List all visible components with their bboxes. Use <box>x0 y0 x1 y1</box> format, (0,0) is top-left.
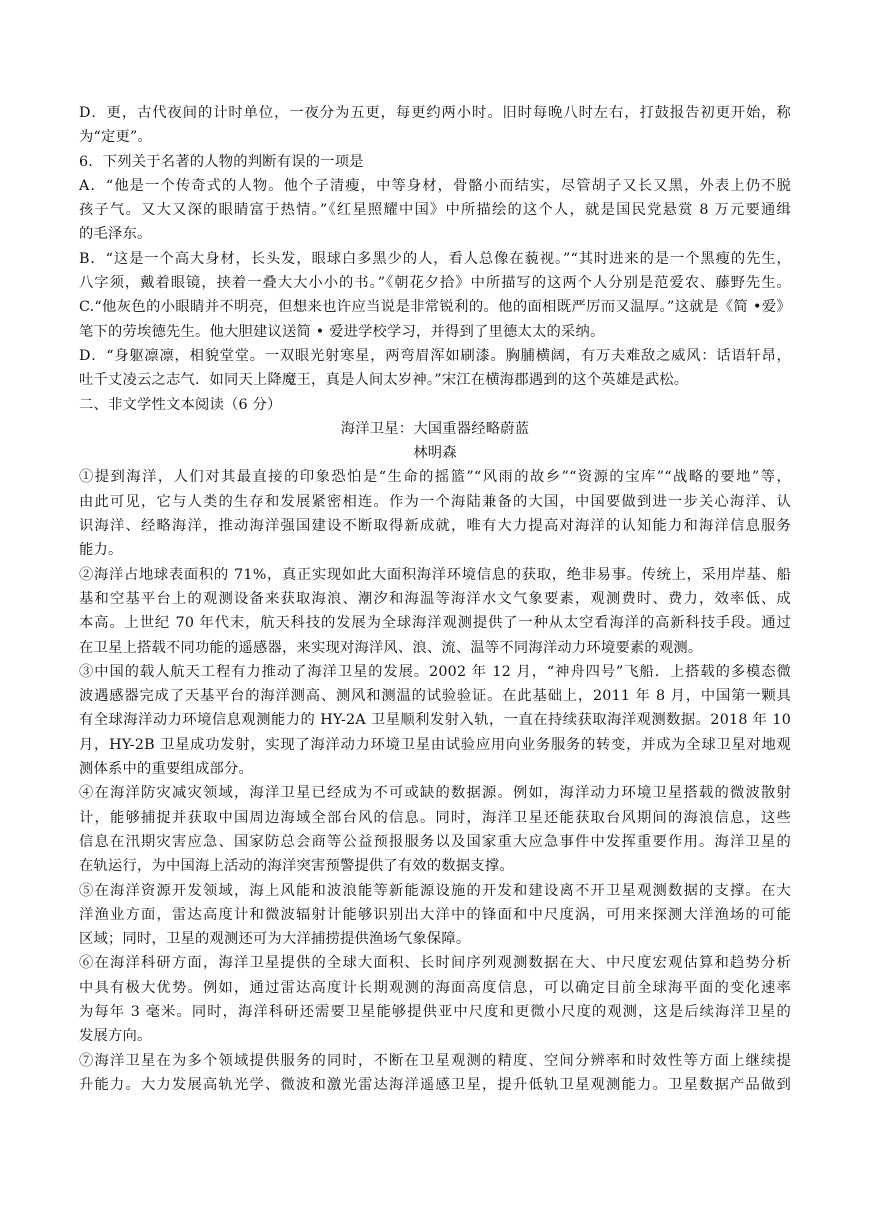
text-line: 笔下的劳埃德先生。他大胆建议送简 • 爱进学校学习，并得到了里德太太的采纳。 <box>79 323 605 340</box>
article-author: 林明森 <box>413 445 457 462</box>
text-line: ④在海洋防灾减灾领域，海洋卫星已经成为不可或缺的数据源。例如，海洋动力环境卫星搭载的微波散射 <box>79 785 791 802</box>
text-line: 本高。上世纪 70 年代末，航天科技的发展为全球海洋观测提供了一种从太空看海洋的高新科技手段。通过 <box>79 615 791 632</box>
text-line: 计，能够捕捉并获取中国周边海域全部台风的信息。同时，海洋卫星还能获取台风期间的海浪信息，这些 <box>79 809 791 826</box>
text-line: A．“他是一个传奇式的人物。他个子清瘦，中等身材，骨骼小而结实，尽管胡子又长又黑，外表上仍不脱 <box>79 177 791 194</box>
text-line: 为“定更”。 <box>79 129 153 146</box>
text-line: 波遇感器完成了天基平台的海洋测高、测风和测温的试验验证。在此基础上，2011 年 8 月，中国第一颗具 <box>79 688 791 705</box>
text-line: C.“他灰色的小眼睛并不明亮，但想来也许应当说是非常锐利的。他的面相既严厉而又温厚。”这就是《简 •爱》 <box>79 299 791 316</box>
text-line: 识海洋、经略海洋，推动海洋强国建设不断取得新成就，唯有大力提高对海洋的认知能力和海洋信息服务 <box>79 518 791 535</box>
text-line: 为每年 3 毫米。同时，海洋科研还需要卫星能够提供亚中尺度和更微小尺度的观测，这是后续海洋卫星的 <box>79 1003 791 1020</box>
text-line: 八字须，戴着眼镜，挟着一叠大大小小的书。”《朝花夕拾》中所描写的这两个人分别是范爱农、藤野先生。 <box>79 275 791 292</box>
text-line: 月，HY-2B 卫星成功发射，实现了海洋动力环境卫星由试验应用向业务服务的转变，并成为全球卫星对地观 <box>79 736 791 753</box>
text-line: B．“这是一个高大身材，长头发，眼球白多黑少的人，看人总像在藐视。”“其时进来的是一个黑瘦的先生， <box>79 250 791 267</box>
text-line: 的毛泽东。 <box>79 226 152 243</box>
text-line: 能力。 <box>79 542 123 559</box>
text-line: 基和空基平台上的观测设备来获取海浪、潮汐和海温等海洋水文气象要素，观测费时、费力，效率低、成 <box>79 590 791 607</box>
text-line: ②海洋占地球表面积的 71%，真正实现如此大面积海洋环境信息的获取，绝非易事。传统上，采用岸基、船 <box>79 566 791 583</box>
text-line: 信息在汛期灾害应急、国家防总会商等公益预报服务以及国家重大应急事件中发挥重要作用。海洋卫星的 <box>79 833 791 850</box>
text-line: 吐千丈凌云之志气．如同天上降魔王，真是人间太岁神。”宋江在横海郡遇到的这个英雄是武松。 <box>79 372 689 389</box>
text-line: 区域；同时，卫星的观测还可为大洋捕捞提供渔场气象保障。 <box>79 931 471 948</box>
text-line: ③中国的载人航天工程有力推动了海洋卫星的发展。2002 年 12 月，“神舟四号”飞船．上搭载的多模态微 <box>79 663 791 680</box>
text-line: 在轨运行，为中国海上活动的海洋突害预警提供了有效的数据支撑。 <box>79 858 514 875</box>
text-line: 有全球海洋动力环境信息观测能力的 HY-2A 卫星顺利发射入轨，一直在持续获取海洋观测数据。2018 年 10 <box>79 712 791 729</box>
text-line: D．“身躯凛凛，相貌堂堂。一双眼光射寒星，两弯眉浑如刷漆。胸脯横阔，有万夫难敌之威风：话语轩昂， <box>79 347 791 364</box>
text-line: ⑥在海洋科研方面，海洋卫星提供的全球大面积、长时间序列观测数据在大、中尺度宏观估算和趋势分析 <box>79 955 791 972</box>
document-body <box>79 101 791 1097</box>
text-line: 洋渔业方面，雷达高度计和微波辐射计能够识别出大洋中的锋面和中尺度涡，可用来探测大洋渔场的可能 <box>79 906 791 923</box>
text-line: 测体系中的重要组成部分。 <box>79 761 253 778</box>
text-line: 升能力。大力发展高轨光学、微波和激光雷达海洋遥感卫星，提升低轨卫星观测能力。卫星数据产品做到 <box>79 1076 791 1093</box>
question-stem: 6．下列关于名著的人物的判断有误的一项是 <box>79 153 364 170</box>
text-line: 在卫星上搭载不同功能的遥感器，来实现对海洋风、浪、流、温等不同海洋动力环境要素的观测。 <box>79 639 703 656</box>
text-line: ⑤在海洋资源开发领域，海上风能和波浪能等新能源设施的开发和建设离不开卫星观测数据的支撑。在大 <box>79 882 791 899</box>
text-line: 中具有极大优势。例如，通过雷达高度计长期观测的海面高度信息，可以确定目前全球海平面的变化速率 <box>79 979 791 996</box>
text-line: ①提到海洋，人们对其最直接的印象恐怕是“生命的摇篮”“风雨的故乡”“资源的宝库”“战略的要地”等， <box>79 469 791 486</box>
text-line: 由此可见，它与人类的生存和发展紧密相连。作为一个海陆兼备的大国，中国要做到进一步关心海洋、认 <box>79 493 791 510</box>
text-line: 发展方向。 <box>79 1028 152 1045</box>
text-line: ⑦海洋卫星在为多个领域提供服务的同时，不断在卫星观测的精度、空间分辨率和时效性等方面上继续提 <box>79 1052 791 1069</box>
section-heading: 二、非文学性文本阅读（6 分） <box>79 396 282 413</box>
article-title: 海洋卫星：大国重器经略蔚蓝 <box>340 420 530 437</box>
text-line: 孩子气。又大又深的眼睛富于热情。”《红星照耀中国》中所描绘的这个人，就是国民党悬赏 8 万元要通缉 <box>79 202 791 219</box>
text-line: D．更，古代夜间的计时单位，一夜分为五更，每更约两小时。旧时每晚八时左右，打鼓报告初更开始，称 <box>79 105 791 121</box>
